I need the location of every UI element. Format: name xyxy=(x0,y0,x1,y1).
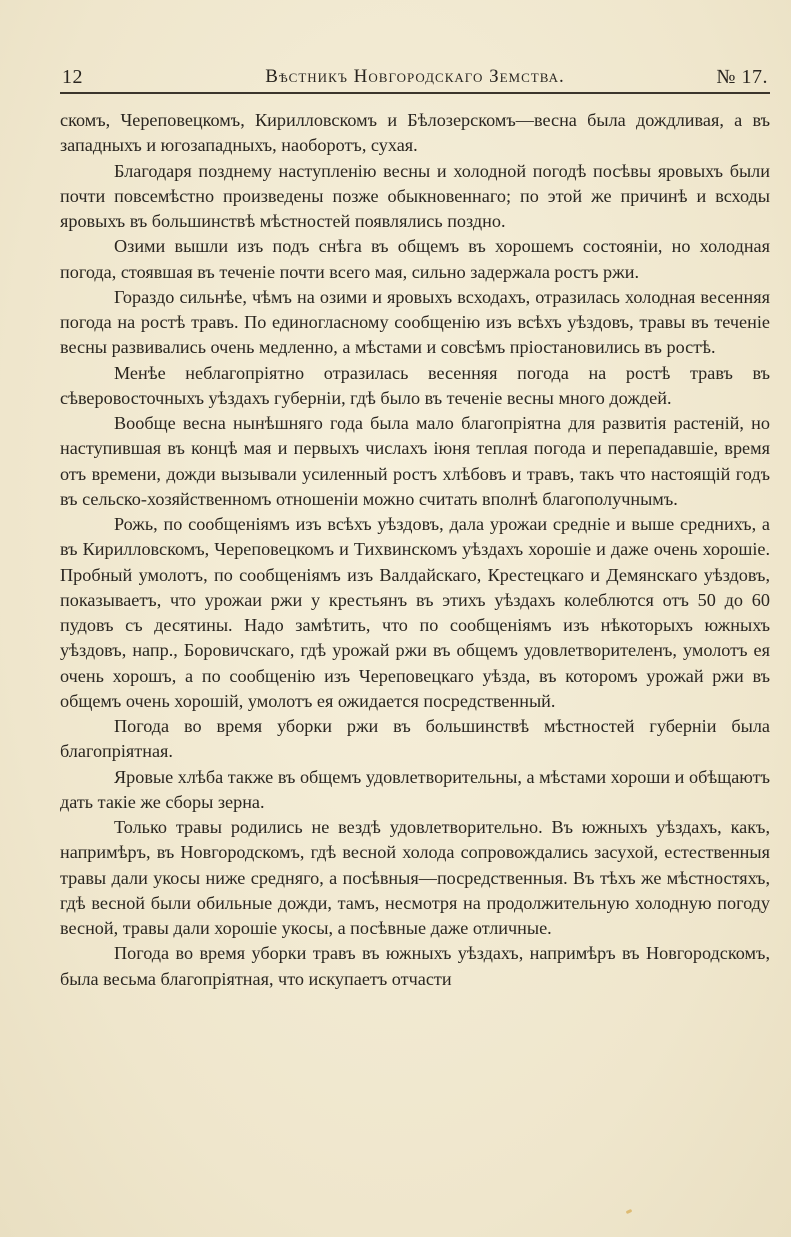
running-head xyxy=(60,62,770,92)
paragraph: Вообще весна нынѣшняго года была мало благопріятна для развитія растеній, но наступившая въ концѣ мая и первыхъ числахъ іюня теплая погода и перепадавшіе, время отъ времени, дожди вызывали усиленный ростъ хлѣбовъ и травъ, такъ что настоящій годъ въ сельско-хозяйственномъ отношеніи можно считать вполнѣ благополучнымъ. xyxy=(60,413,770,509)
paragraph: Погода во время уборки травъ въ южныхъ уѣздахъ, напримѣръ въ Новгородскомъ, была весьма благопріятная, что искупаетъ отчасти xyxy=(60,943,770,989)
paragraph: Рожь, по сообщеніямъ изъ всѣхъ уѣздовъ, дала урожаи средніе и выше среднихъ, а въ Кирилловскомъ, Череповецкомъ и Тихвинскомъ уѣздахъ хорошіе и даже очень хорошіе. Пробный умолотъ, по сообщеніямъ изъ Валдайскаго, Крестецкаго и Демянскаго уѣздовъ, показываетъ, что урожаи ржи у крестьянъ въ этихъ уѣздахъ колеблются отъ 50 до 60 пудовъ съ десятины. Надо замѣтить, что по сообщеніямъ изъ нѣкоторыхъ южныхъ уѣздовъ, напр., Боровичскаго, гдѣ урожай ржи въ общемъ удовлетворителенъ, умолотъ ея очень хорошъ, а по сообщенію изъ Череповецкаго уѣзда, въ которомъ урожай ржи въ общемъ очень хорошій, умолотъ ея ожидается посредственный. xyxy=(60,514,770,711)
paragraph: Менѣе неблагопріятно отразилась весенняя погода на ростѣ травъ въ сѣверовосточныхъ уѣздахъ губерніи, гдѣ было въ теченіе весны много дождей. xyxy=(60,362,770,408)
paragraph: Погода во время уборки ржи въ большинствѣ мѣстностей губерніи была благопріятная. xyxy=(60,716,770,762)
body-text xyxy=(60,108,770,992)
paragraph: Благодаря позднему наступленію весны и холодной погодѣ посѣвы яровыхъ были почти повсемѣстно произведены позже обыкновеннаго; по этой же причинѣ и всходы яровыхъ въ большинствѣ мѣстностей появлялись поздно. xyxy=(60,160,770,231)
page xyxy=(60,62,770,992)
paragraph: скомъ, Череповецкомъ, Кирилловскомъ и Бѣлозерскомъ—весна была дождливая, а въ западныхъ и югозападныхъ, наоборотъ, сухая. xyxy=(60,110,770,156)
paragraph: Только травы родились не вездѣ удовлетворительно. Въ южныхъ уѣздахъ, какъ, напримѣръ, въ Новгородскомъ, гдѣ весной холода сопровождались засухой, естественныя травы дали укосы ниже средняго, а посѣвныя—посредственныя. Въ тѣхъ же мѣстностяхъ, гдѣ весной были обильные дожди, тамъ, несмотря на продолжительную холодную погоду весной, травы дали хорошіе укосы, а посѣвные даже отличные. xyxy=(60,817,770,938)
header-rule xyxy=(60,92,770,94)
issue-number: № 17. xyxy=(716,66,768,88)
paragraph: Яровые хлѣба также въ общемъ удовлетворительны, а мѣстами хороши и обѣщаютъ дать такіе же сборы зерна. xyxy=(60,766,770,812)
paper-stain xyxy=(626,1209,633,1214)
page-number: 12 xyxy=(62,66,83,88)
journal-title: Вѣстникъ Новгородскаго Земства. xyxy=(265,66,565,87)
paragraph: Гораздо сильнѣе, чѣмъ на озими и яровыхъ всходахъ, отразилась холодная весенняя погода на ростѣ травъ. По единогласному сообщенію изъ всѣхъ уѣздовъ, травы въ теченіе весны развивались очень медленно, а мѣстами и совсѣмъ пріостановились въ ростѣ. xyxy=(60,286,770,358)
paragraph: Озими вышли изъ подъ снѣга въ общемъ въ хорошемъ состояніи, но холодная погода, стоявшая въ теченіе почти всего мая, сильно задержала ростъ ржи. xyxy=(60,236,770,282)
